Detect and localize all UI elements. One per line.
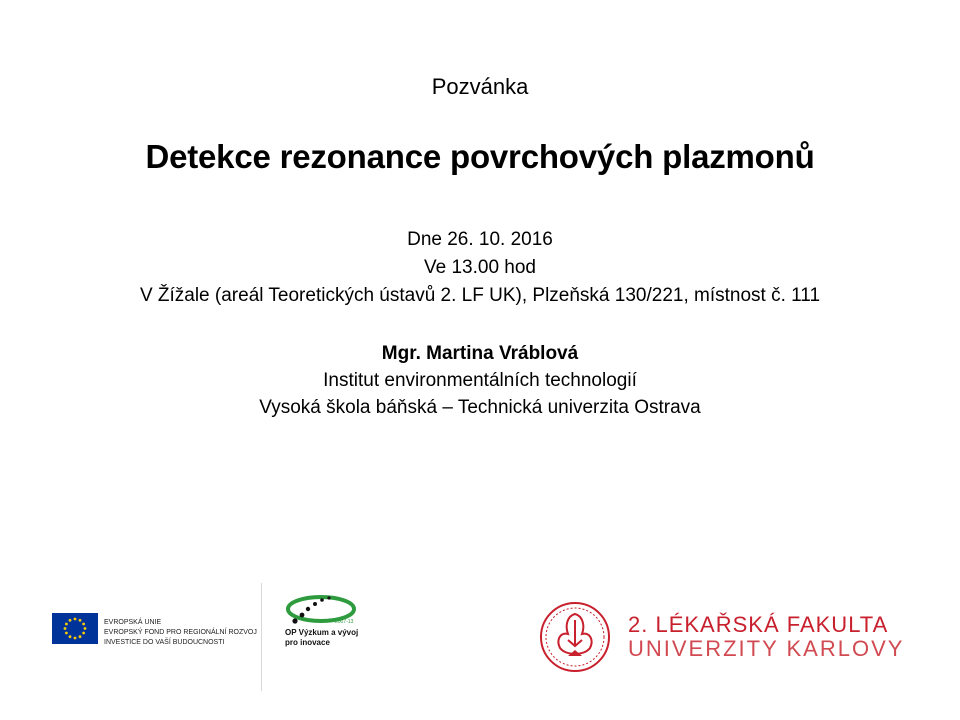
op-caption-line: OP Výzkum a vývoj (285, 628, 359, 637)
event-date: Dne 26. 10. 2016 (407, 229, 553, 250)
op-vavpi-logo-icon (285, 593, 357, 627)
op-caption (285, 628, 358, 648)
faculty-seal-icon (538, 600, 612, 674)
op-caption-line: pro inovace (285, 638, 330, 647)
footer-logos (0, 575, 960, 695)
speaker-university: Vysoká škola báňská – Technická univerzita Ostrava (259, 397, 701, 418)
speaker-institute: Institut environmentálních technologií (323, 370, 637, 391)
eu-caption-line: EVROPSKÝ FOND PRO REGIONÁLNÍ ROZVOJ (104, 629, 257, 636)
op-badge: 2007-13 (335, 619, 354, 625)
eu-caption-line: EVROPSKÁ UNIE (104, 619, 162, 626)
faculty-name-line2: UNIVERZITY KARLOVY (628, 636, 905, 661)
eu-caption-line: INVESTICE DO VAŠÍ BUDOUCNOSTI (104, 639, 225, 646)
invitation-label: Pozvánka (431, 74, 529, 99)
speaker-block (0, 340, 960, 421)
speaker-name: Mgr. Martina Vráblová (381, 343, 579, 364)
event-time: Ve 13.00 hod (424, 257, 536, 278)
lecture-title: Detekce rezonance povrchových plazmonů (145, 138, 815, 175)
event-location: V Žížale (areál Teoretických ústavů 2. LF UK), Plzeňská 130/221, místnost č. 111 (139, 285, 821, 306)
faculty-name (628, 613, 904, 661)
footer-divider (261, 583, 262, 691)
event-details (0, 226, 960, 310)
eu-caption (104, 618, 257, 648)
eu-flag-icon (52, 613, 98, 644)
faculty-name-line1: 2. LÉKAŘSKÁ FAKULTA (628, 612, 889, 637)
